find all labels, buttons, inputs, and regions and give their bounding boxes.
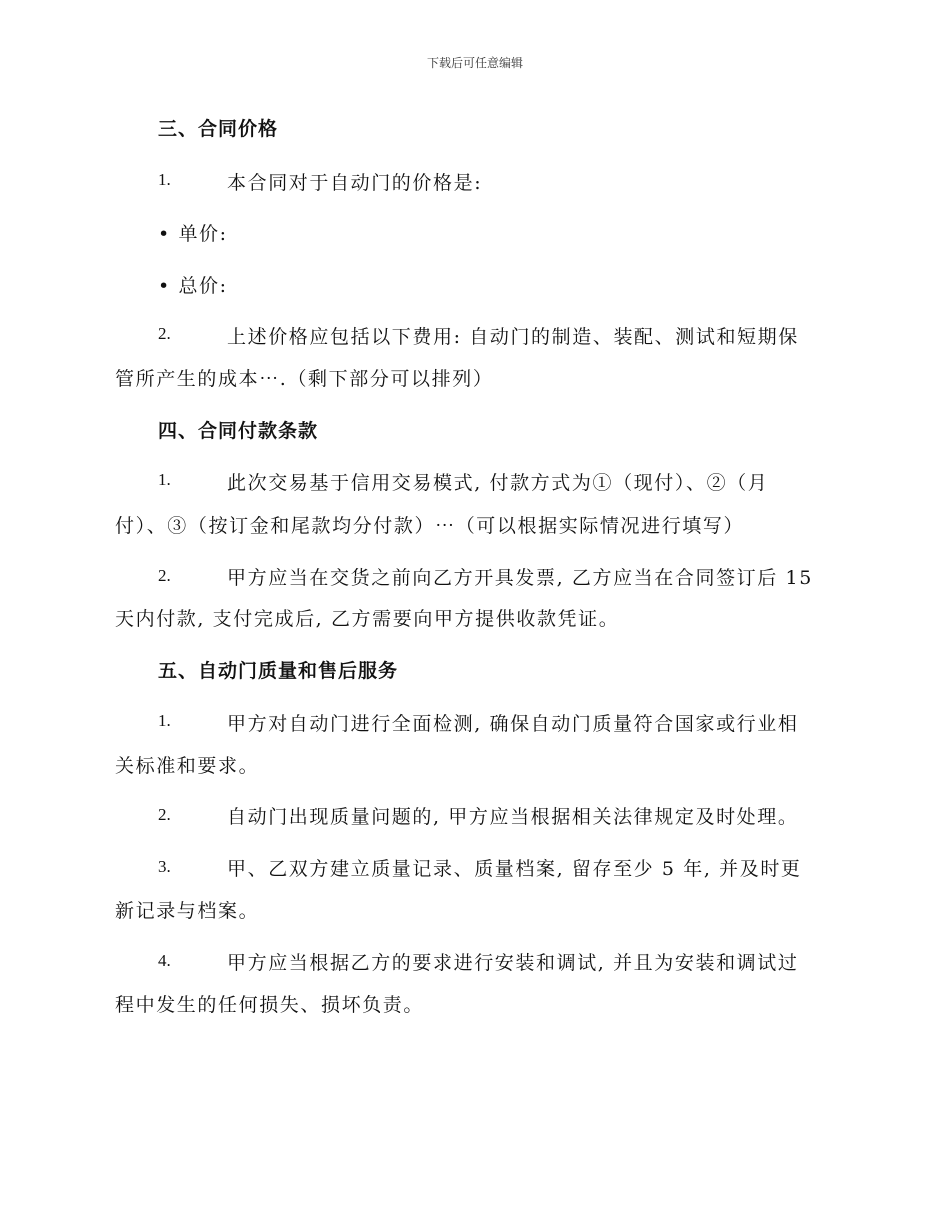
item-text-continued: 天内付款, 支付完成后, 乙方需要向甲方提供收款凭证。 [115,608,620,630]
item-number: 1. [158,470,171,489]
item-text: 甲、乙双方建立质量记录、质量档案, 留存至少 5 年, 并及时更 [227,858,802,880]
item-text: 自动门出现质量问题的, 甲方应当根据相关法律规定及时处理。 [227,806,799,828]
item-number: 1. [158,170,171,189]
item-text-continued: 管所产生的成本⋯.（剩下部分可以排列） [115,368,494,390]
item-text-continued: 付）、③（按订金和尾款均分付款）⋯（可以根据实际情况进行填写） [115,515,745,537]
item-number: 4. [158,951,171,970]
item-number: 1. [158,711,171,730]
page-header: 下载后可任意编辑 [426,56,523,70]
total-price-bullet: • 总价: [158,275,228,297]
item-number: 2. [158,566,171,585]
section-5-heading: 五、自动门质量和售后服务 [158,660,399,682]
item-text: 本合同对于自动门的价格是: [227,172,483,194]
item-number: 2. [158,805,171,824]
unit-price-bullet: • 单价: [158,223,228,245]
item-text-continued: 程中发生的任何损失、损坏负责。 [115,994,425,1016]
item-text-continued: 新记录与档案。 [115,900,260,922]
section-4-heading: 四、合同付款条款 [158,420,319,442]
item-text: 甲方对自动门进行全面检测, 确保自动门质量符合国家或行业相 [227,713,799,735]
item-number: 3. [158,857,171,876]
item-text-continued: 关标准和要求。 [115,755,260,777]
item-text: 此次交易基于信用交易模式, 付款方式为①（现付）、②（月 [227,472,769,494]
item-text: 甲方应当在交货之前向乙方开具发票, 乙方应当在合同签订后 15 [227,567,813,589]
item-text: 甲方应当根据乙方的要求进行安装和调试, 并且为安装和调试过 [227,952,799,974]
section-3-heading: 三、合同价格 [158,118,279,140]
item-text: 上述价格应包括以下费用: 自动门的制造、装配、测试和短期保 [227,326,799,348]
item-number: 2. [158,324,171,343]
